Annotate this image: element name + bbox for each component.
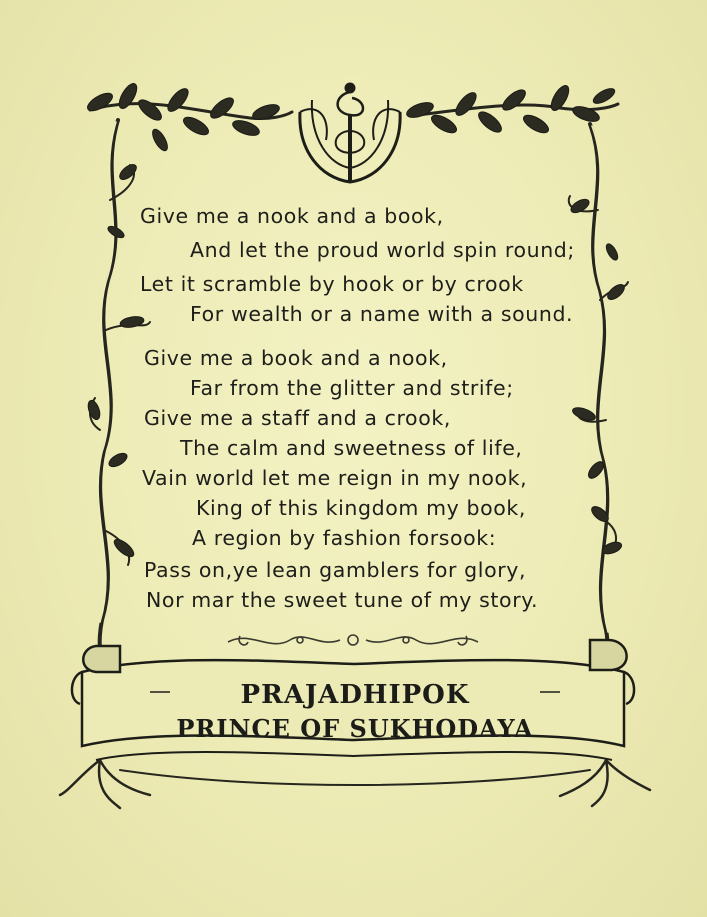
monogram-emblem <box>300 84 400 182</box>
poem-line: Far from the glitter and strife; <box>190 376 514 400</box>
scroll-ornament <box>228 635 478 645</box>
poem-line: Give me a book and a nook, <box>144 346 448 370</box>
poem-line: The calm and sweetness of life, <box>180 436 523 460</box>
banner-name: PRAJADHIPOK <box>240 680 470 710</box>
poem-line: A region by fashion forsook: <box>192 526 497 550</box>
poem-line: For wealth or a name with a sound. <box>190 302 574 326</box>
poem-line: Nor mar the sweet tune of my story. <box>146 588 539 612</box>
poem-line: And let the proud world spin round; <box>190 238 575 262</box>
leaf-cluster-right-side <box>569 197 627 556</box>
poem-line: Vain world let me reign in my nook, <box>142 466 528 490</box>
poem-line: Give me a nook and a book, <box>140 204 444 228</box>
roots-left <box>60 760 150 808</box>
poem-line: King of this kingdom my book, <box>196 496 526 520</box>
poem-line: Pass on,ye lean gamblers for glory, <box>144 558 527 582</box>
right-vine-stem <box>590 124 608 670</box>
banner-title: PRINCE OF SUKHODAYA <box>176 714 534 743</box>
poem-line: Give me a staff and a crook, <box>144 406 451 430</box>
poem-line: Let it scramble by hook or by crook <box>140 272 524 296</box>
roots-right <box>560 760 650 806</box>
leaf-cluster-top-right <box>405 83 617 136</box>
